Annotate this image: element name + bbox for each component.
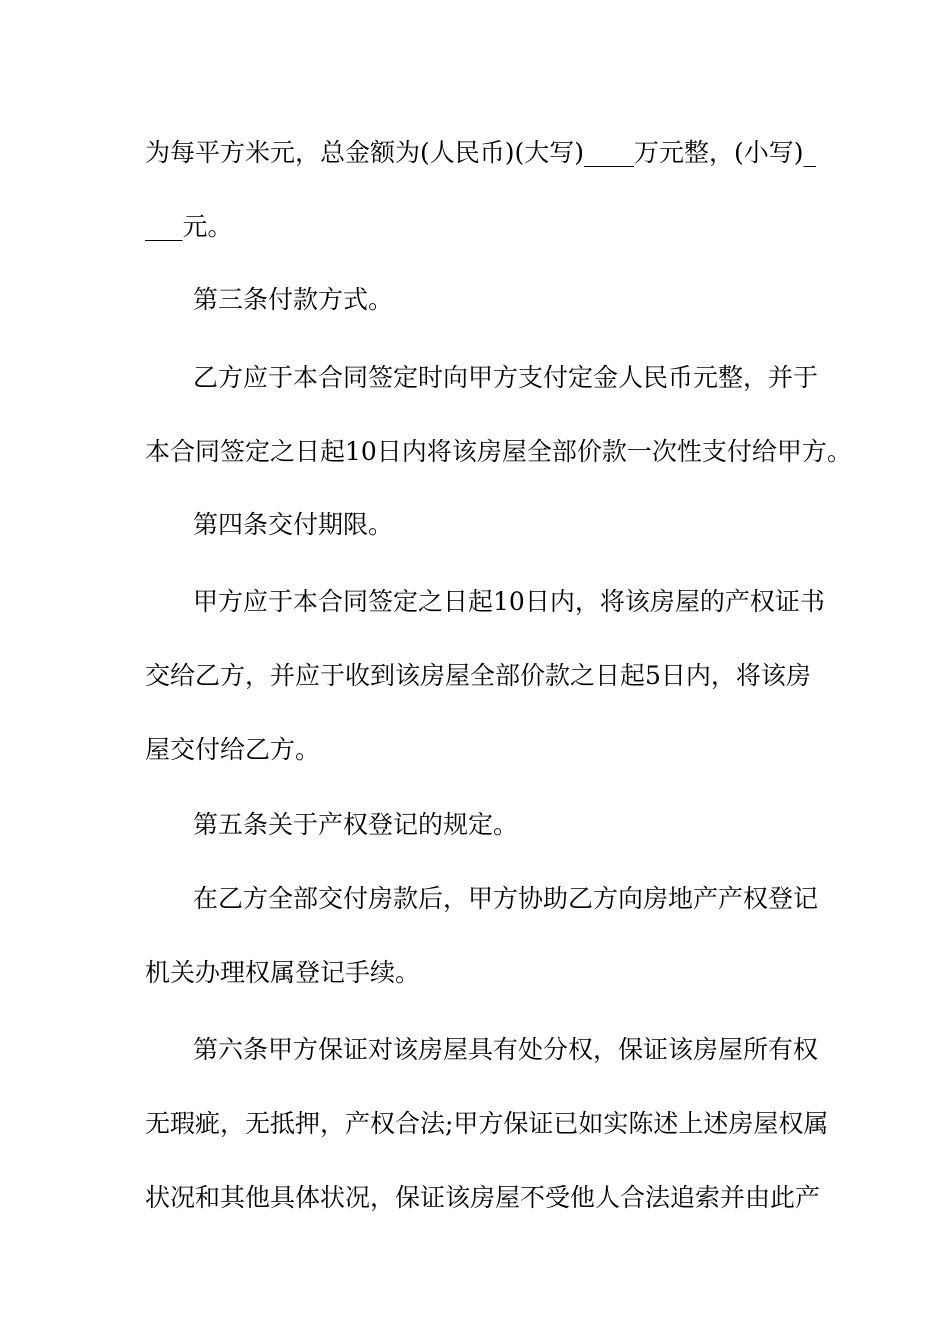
article-3-text-line-2: 本合同签定之日起10日内将该房屋全部价款一次性支付给甲方。 [145, 437, 852, 466]
article-5-text-line-1: 在乙方全部交付房款后，甲方协助乙方向房地产产权登记 [193, 884, 819, 913]
article-6-text-line-2: 无瑕疵，无抵押，产权合法;甲方保证已如实陈述上述房屋权属 [145, 1109, 829, 1138]
article-6-text-line-1: 第六条甲方保证对该房屋具有处分权，保证该房屋所有权 [193, 1035, 819, 1064]
article-4-text-line-3: 屋交付给乙方。 [145, 735, 321, 764]
article-6-text-line-3: 状况和其他具体状况，保证该房屋不受他人合法追索并由此产 [145, 1183, 821, 1212]
article-4-text-line-1: 甲方应于本合同签定之日起10日内，将该房屋的产权证书 [193, 587, 825, 616]
text-line-price: 为每平方米元，总金额为(人民币)(大写)____万元整，(小写)_ [145, 138, 817, 167]
article-3-text-line-1: 乙方应于本合同签定时向甲方支付定金人民币元整，并于 [193, 363, 819, 392]
text-line-price-continued: ___元。 [145, 212, 233, 241]
article-3-heading: 第三条付款方式。 [193, 285, 394, 314]
article-5-heading: 第五条关于产权登记的规定。 [193, 810, 519, 839]
article-4-heading: 第四条交付期限。 [193, 510, 394, 539]
article-4-text-line-2: 交给乙方，并应于收到该房屋全部价款之日起5日内，将该房 [145, 661, 811, 690]
article-5-text-line-2: 机关办理权属登记手续。 [145, 958, 421, 987]
